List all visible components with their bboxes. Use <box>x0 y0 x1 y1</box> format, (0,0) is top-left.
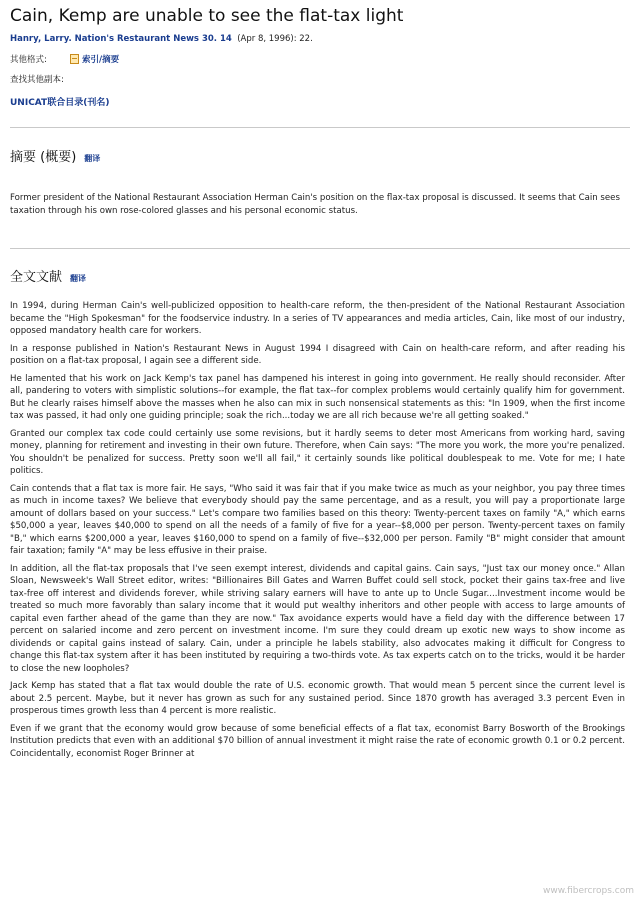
index-abstract-link[interactable]: 索引/摘要 <box>82 55 120 65</box>
abstract-text: Former president of the National Restaurant Association Herman Cain's position on the flax-tax proposal is discussed. It seems that Cain sees taxation through his own rose-colored glasses and his personal economic status. <box>10 193 620 216</box>
other-formats-label: 其他格式: <box>10 55 47 65</box>
citation-line <box>10 34 313 44</box>
citation-date: (Apr 8, 1996): 22. <box>237 34 313 44</box>
fulltext-paragraph: Cain contends that a flat tax is more fair. He says, "Who said it was fair that if you make twice as much as your neighbor, you pay three times as much in income taxes? We believe that everybody should pay the same percentage, and as a result, you will pay a proportionate large amount of dollars based on your success." Let's compare two families based on this theory: Twenty-percent taxes on family "A," which earns $50,000 a year, leaves $40,000 to spend on all the needs of a family of five for a year--$8,000 per person. Twenty-percent taxes on family "B," which earns $200,000 a year, leaves $160,000 to spend on a family of five--$32,000 per person. Family "B" might consider that amount fair taxation; family "A" may be less effusive in their praise. <box>10 483 625 556</box>
abstract-heading-text: 摘要 (概要) <box>10 150 77 165</box>
other-formats-row <box>10 53 119 65</box>
abstract-heading <box>10 146 100 165</box>
unicat-link[interactable]: UNICAT联合目录(刊名) <box>10 98 110 108</box>
find-copies-row <box>10 73 70 85</box>
fulltext-heading-text: 全文文献 <box>10 270 63 285</box>
fulltext-paragraph: Jack Kemp has stated that a flat tax would double the rate of U.S. economic growth. That would mean 5 percent since the current level is about 2.5 percent. Maybe, but it never has grown as such for any sustained period. Since 1870 growth has averaged 3.3 percent Even in prosperous times growth less than 4 percent is more realistic. <box>10 681 625 716</box>
fulltext-heading <box>10 266 86 285</box>
document-icon <box>70 54 79 64</box>
fulltext-paragraph: In a response published in Nation's Restaurant News in August 1994 I disagreed with Cain on health-care reform, and after reading his position on a flat-tax proposal, I again see a different side. <box>10 343 625 366</box>
watermark: www.fibercrops.com <box>543 886 634 896</box>
fulltext-paragraph: In addition, all the flat-tax proposals that I've seen exempt interest, dividends and capital gains. Cain says, "Just tax our money once." Allan Sloan, Newsweek's Wall Street editor, writes: "Billionaires Bill Gates and Warren Buffet could sell stock, pocket their gains tax-free and live tax-free off interest and dividends forever, while striving salary earners will have to ante up to Uncle Sugar....Investment income would be treated so much more favorably than salary income that it would put wealthy inheritors and other people with access to large amounts of capital even farther ahead of the game than they are now." Tax avoidance experts would have a field day with the difference between 17 percent on salaried income and zero percent on investment income. I'm sure they could dream up exotic new ways to show income as dividends or capital gains instead of salary. Cain, under a principle he labels stability, also advocates making it difficult for Congress to change this flat-tax system after it has been instituted by requiring a two-thirds vote. As tax experts catch on to the tricks, would it be harder to close the new loopholes? <box>10 563 625 674</box>
divider <box>10 127 630 128</box>
citation-source-link[interactable]: Hanry, Larry. Nation's Restaurant News 30. 14 <box>10 34 232 44</box>
fulltext-body <box>10 300 625 765</box>
article-title: Cain, Kemp are unable to see the flat-tax light <box>10 6 404 26</box>
fulltext-paragraph: Granted our complex tax code could certainly use some revisions, but it hardly seems to deter most Americans from working hard, saving money, planning for retirement and investing in their own future. Therefore, when Cain says: "The more you work, the more you're penalized. You shouldn't be penalized for success. Pretty soon we'll all fail," it certainly sounds like political doublespeak to me. Vote for me; I hate politics. <box>10 428 625 476</box>
divider <box>10 248 630 249</box>
fulltext-translate-link[interactable]: 翻译 <box>70 274 87 283</box>
fulltext-paragraph: He lamented that his work on Jack Kemp's tax panel has dampened his interest in going into government. He really should reconsider. After all, pandering to voters with simplistic solutions--for example, the flat tax--for complex problems would certainly qualify him for government. But he clearly raises himself above the masses when he also can mix in such nonsensical statements as this: "In 1909, when the first income tax was passed, it had only one guiding principle; soak the rich...today we are all rich because we're all getting soaked." <box>10 373 625 421</box>
fulltext-paragraph: Even if we grant that the economy would grow because of some beneficial effects of a flat tax, economist Barry Bosworth of the Brookings Institution predicts that even with an additional $70 billion of annual investment it might raise the rate of economic growth 0.1 or 0.2 percent. Coincidentally, economist Roger Brinner at <box>10 723 625 759</box>
fulltext-paragraph: In 1994, during Herman Cain's well-publicized opposition to health-care reform, the then-president of the National Restaurant Association became the "High Spokesman" for the foodservice industry. In a series of TV appearances and media articles, Cain, like most of our industry, opposed mandatory health care for workers. <box>10 301 625 336</box>
abstract-translate-link[interactable]: 翻译 <box>84 154 101 163</box>
find-copies-label: 查找其他副本: <box>10 75 64 85</box>
